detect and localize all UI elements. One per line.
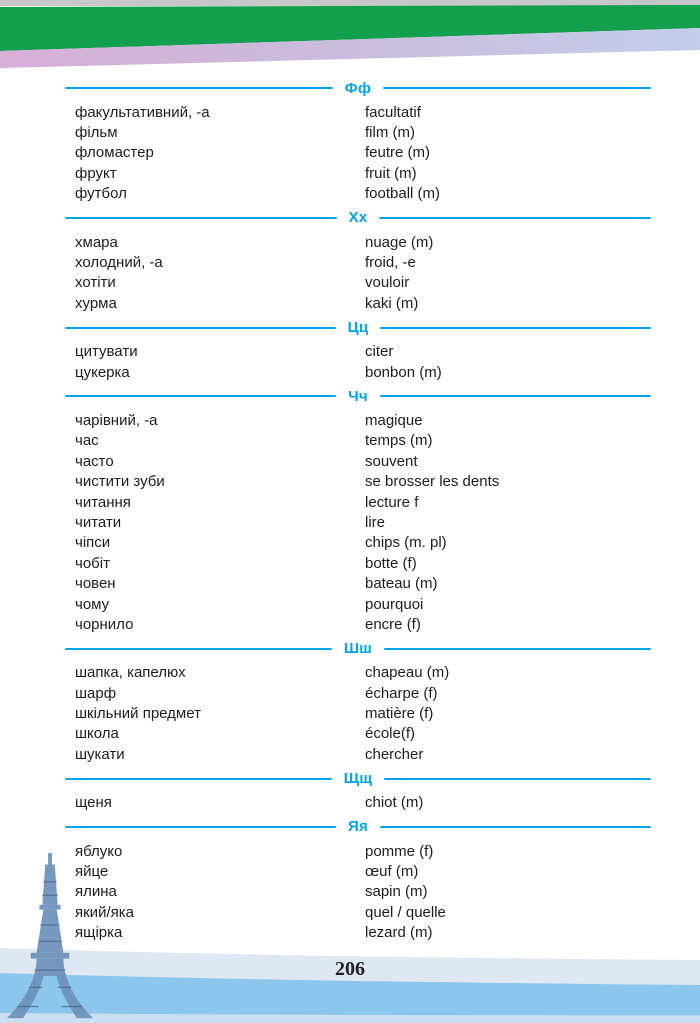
dictionary-section: [65, 386, 651, 634]
dictionary-entry: [65, 252, 651, 272]
ukrainian-word: який/яка: [75, 903, 134, 921]
dictionary-entry: [65, 724, 651, 744]
dictionary-entry: [65, 143, 651, 163]
dictionary-entry: [65, 663, 651, 683]
ukrainian-word: школа: [75, 725, 119, 743]
french-translation: encre (f): [365, 615, 421, 633]
scan-edge-strip: [0, 0, 700, 6]
section-rule-right: [384, 648, 651, 650]
dictionary-entry: [65, 342, 651, 362]
page-number: 206: [335, 958, 365, 980]
dictionary-entry: [65, 882, 651, 902]
french-translation: sapin (m): [365, 883, 428, 901]
dictionary-section: [65, 769, 651, 813]
section-rule-right: [380, 327, 651, 329]
ukrainian-word: ялина: [75, 883, 117, 901]
french-translation: bateau (m): [365, 575, 438, 593]
dictionary-section: [65, 318, 651, 383]
dictionary-entry: [65, 614, 651, 634]
dictionary-entry: [65, 163, 651, 183]
section-header: [65, 817, 651, 837]
ukrainian-word: ящірка: [75, 924, 123, 942]
french-translation: vouloir: [365, 274, 410, 292]
section-letter: Шш: [343, 640, 373, 658]
dictionary-entry: [65, 683, 651, 703]
french-translation: chips (m. pl): [365, 534, 447, 552]
french-translation: nuage (m): [365, 233, 434, 251]
french-translation: lezard (m): [365, 924, 433, 942]
french-translation: souvent: [365, 452, 418, 470]
dictionary-entry: [65, 451, 651, 471]
dictionary-entry: [65, 362, 651, 382]
eiffel-tower-image: [2, 851, 98, 1023]
section-rule-right: [380, 826, 651, 828]
ukrainian-word: шапка, капелюх: [75, 664, 186, 682]
section-rule-left: [65, 87, 333, 89]
french-translation: kaki (m): [365, 294, 419, 312]
dictionary-entry: [65, 861, 651, 881]
ukrainian-word: шкільний предмет: [75, 705, 201, 723]
ukrainian-word: човен: [75, 575, 116, 593]
dictionary-entry: [65, 793, 651, 813]
dictionary-section: [65, 208, 651, 314]
section-rule-left: [65, 327, 336, 329]
section-rule-left: [65, 217, 337, 219]
section-rule-right: [380, 395, 651, 397]
top-decoration-bands: [0, 0, 700, 70]
dictionary-entry: [65, 533, 651, 553]
french-translation: temps (m): [365, 432, 433, 450]
section-rule-left: [65, 826, 336, 828]
french-translation: écharpe (f): [365, 684, 438, 702]
ukrainian-word: фільм: [75, 124, 118, 142]
ukrainian-word: хурма: [75, 294, 117, 312]
dictionary-section: [65, 639, 651, 765]
french-translation: froid, -e: [365, 254, 416, 272]
ukrainian-word: чистити зуби: [75, 473, 165, 491]
ukrainian-word: шукати: [75, 745, 125, 763]
ukrainian-word: шарф: [75, 684, 117, 702]
dictionary-entry: [65, 902, 651, 922]
french-translation: œuf (m): [365, 863, 419, 881]
section-rule-left: [65, 648, 332, 650]
french-translation: pourquoi: [365, 595, 424, 613]
section-letter: Яя: [347, 818, 369, 836]
ukrainian-word: факультативний, -а: [75, 103, 210, 121]
section-header: [65, 318, 651, 338]
french-translation: pomme (f): [365, 842, 434, 860]
dictionary-page-content: [65, 74, 651, 943]
french-translation: fruit (m): [365, 164, 417, 182]
section-letter: Чч: [348, 387, 368, 405]
french-translation: facultatif: [365, 103, 421, 121]
ukrainian-word: читання: [75, 493, 131, 511]
french-translation: citer: [365, 343, 394, 361]
dictionary-entry: [65, 553, 651, 573]
section-header: [65, 78, 651, 98]
section-rule-left: [65, 778, 332, 780]
ukrainian-word: чорнило: [75, 615, 134, 633]
ukrainian-word: щеня: [75, 794, 112, 812]
french-translation: matière (f): [365, 705, 434, 723]
section-header: [65, 208, 651, 228]
ukrainian-word: читати: [75, 513, 122, 531]
section-rule-right: [379, 217, 651, 219]
dictionary-entry: [65, 102, 651, 122]
dictionary-entry: [65, 431, 651, 451]
dictionary-section: [65, 78, 651, 204]
dictionary-entry: [65, 492, 651, 512]
dictionary-entry: [65, 273, 651, 293]
section-header: [65, 769, 651, 789]
ukrainian-word: футбол: [75, 185, 127, 203]
dictionary-entry: [65, 232, 651, 252]
french-translation: bonbon (m): [365, 363, 442, 381]
dictionary-entry: [65, 512, 651, 532]
dictionary-entry: [65, 184, 651, 204]
dictionary-entry: [65, 410, 651, 430]
section-letter: Цц: [347, 319, 369, 337]
dictionary-entry: [65, 841, 651, 861]
section-letter: Щщ: [343, 770, 373, 788]
french-translation: film (m): [365, 124, 415, 142]
ukrainian-word: яблуко: [75, 842, 123, 860]
ukrainian-word: фрукт: [75, 164, 117, 182]
french-translation: botte (f): [365, 554, 417, 572]
ukrainian-word: час: [75, 432, 99, 450]
french-translation: lire: [365, 513, 386, 531]
french-translation: école(f): [365, 725, 416, 743]
french-translation: se brosser les dents: [365, 473, 500, 491]
dictionary-entry: [65, 594, 651, 614]
dictionary-entry: [65, 703, 651, 723]
section-rule-left: [65, 395, 336, 397]
french-translation: chapeau (m): [365, 664, 450, 682]
ukrainian-word: чому: [75, 595, 110, 613]
section-letter: Фф: [344, 79, 372, 97]
dictionary-entry: [65, 471, 651, 491]
section-letter: Хх: [348, 209, 368, 227]
french-translation: feutre (m): [365, 144, 431, 162]
ukrainian-word: хотіти: [75, 274, 116, 292]
ukrainian-word: чіпси: [75, 534, 111, 552]
french-translation: quel / quelle: [365, 903, 446, 921]
ukrainian-word: чобіт: [75, 554, 110, 572]
dictionary-section: [65, 817, 651, 943]
french-translation: chercher: [365, 745, 424, 763]
ukrainian-word: фломастер: [75, 144, 154, 162]
section-rule-right: [383, 87, 651, 89]
french-translation: magique: [365, 411, 423, 429]
dictionary-entry: [65, 573, 651, 593]
ukrainian-word: яйце: [75, 863, 109, 881]
section-header: [65, 639, 651, 659]
ukrainian-word: чарівний, -а: [75, 411, 158, 429]
section-rule-right: [384, 778, 651, 780]
french-translation: lecture f: [365, 493, 419, 511]
dictionary-entry: [65, 122, 651, 142]
dictionary-entry: [65, 293, 651, 313]
ukrainian-word: цукерка: [75, 363, 130, 381]
ukrainian-word: хмара: [75, 233, 118, 251]
dictionary-entry: [65, 744, 651, 764]
ukrainian-word: цитувати: [75, 343, 138, 361]
french-translation: football (m): [365, 185, 441, 203]
section-header: [65, 386, 651, 406]
ukrainian-word: часто: [75, 452, 114, 470]
ukrainian-word: холодний, -а: [75, 254, 163, 272]
french-translation: chiot (m): [365, 794, 424, 812]
